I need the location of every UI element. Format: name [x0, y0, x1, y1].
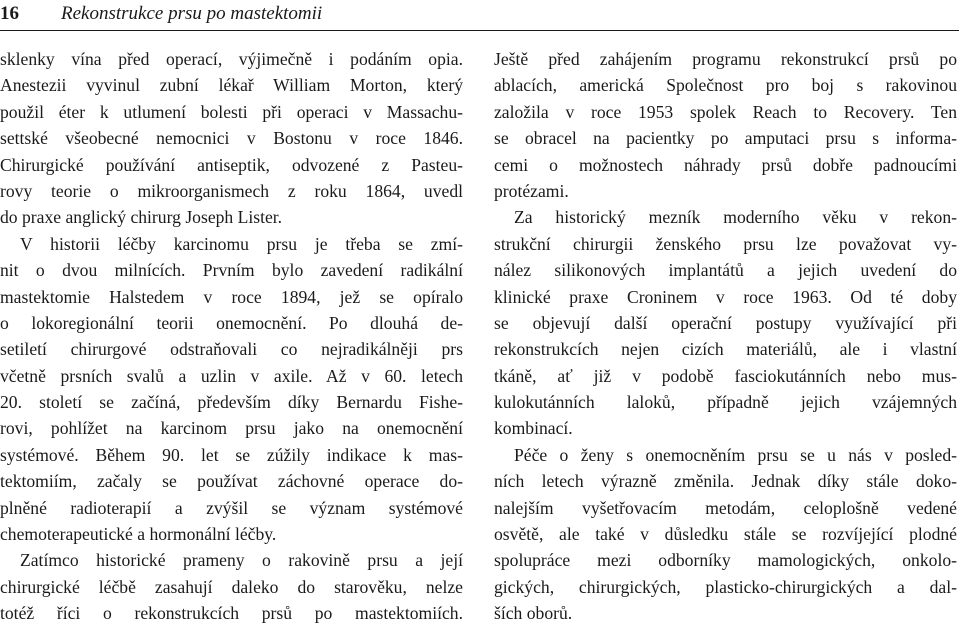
text-line: sklenky vína před operací, výjimečně i podáním opia. [0, 49, 463, 69]
text-line: osvětě, ale také v důsledku stále se rozvíjející plodné [494, 524, 957, 545]
right-column [494, 46, 957, 627]
text-line: klinické praxe Croninem v roce 1963. Od té doby [494, 286, 957, 307]
page-header [0, 0, 959, 30]
text-line: Anestezii vyvinul zubní lékař William Morton, který [0, 75, 463, 96]
text-line: rekonstrukcích nejen cizích materiálů, ale i vlastní [494, 339, 957, 360]
text-line: settské všeobecné nemocnici v Bostonu v roce 1846. [0, 128, 463, 149]
text-line: rovi, pohlížet na karcinom prsu jako na onemocnění [0, 418, 463, 439]
text-line: chemoterapeutické a hormonální léčby. [0, 524, 277, 545]
text-line: založila v roce 1953 spolek Reach to Recovery. Ten [494, 101, 957, 122]
text-line: tkáně, ať již v podobě fasciokutánních nebo mus- [494, 365, 957, 386]
page-number: 16 [0, 3, 19, 24]
text-line: 20. století se začíná, především díky Bernardu Fishe- [0, 392, 463, 413]
text-line: protézami. [494, 180, 569, 201]
text-line: mastektomie Halstedem v roce 1894, jež se opíralo [0, 286, 463, 307]
text-line: plněné radioterapií a zvýšil se význam systémové [0, 497, 463, 518]
text-line: setiletí chirurgové odstraňovali co nejradikálněji prs [0, 339, 463, 360]
text-line: systémové. Během 90. let se zúžily indikace k mas- [0, 444, 463, 465]
text-line: ablacích, americká Společnost pro boj s rakovinou [494, 75, 957, 96]
text-line: Za historický mezník moderního věku v rekon- [514, 207, 957, 228]
text-line: se objevují další operační postupy využívající při [494, 312, 957, 333]
text-line: gických, chirurgických, plasticko-chirurgických a dal- [494, 576, 957, 597]
text-line: Chirurgické používání antiseptik, odvozené z Pasteu- [0, 154, 463, 175]
text-line: totéž říci o rekonstrukcích prsů po mastektomiích. [0, 603, 463, 624]
text-line: strukční chirurgii ženského prsu lze považovat vy- [494, 233, 957, 254]
text-line: V historii léčby karcinomu prsu je třeba se zmí- [20, 233, 463, 254]
text-line: včetně prsních svalů a uzlin v axile. Až v 60. letech [0, 365, 463, 386]
text-line: Ještě před zahájením programu rekonstrukcí prsů po [494, 49, 957, 69]
text-line: kulokutánních laloků, případně jejich vzájemných [494, 392, 957, 413]
header-rule [0, 30, 959, 31]
running-title: Rekonstrukce prsu po mastektomii [61, 3, 323, 24]
text-line: ních letech výrazně změnila. Jednak díky stále doko- [494, 471, 957, 492]
text-line: Zatímco historické prameny o rakovině prsu a její [20, 550, 463, 571]
text-line: tektomiím, začaly se používat záchovné operace do- [0, 471, 463, 492]
text-line: spolupráce mezi odborníky mamologických, onkolo- [494, 550, 957, 571]
left-column [0, 46, 463, 627]
text-line: kombinací. [494, 418, 573, 439]
text-line: se obracel na pacientky po amputaci prsu s informa- [494, 128, 957, 149]
text-line: použil éter k utlumení bolesti při operaci v Massachu- [0, 101, 463, 122]
text-line: chirurgické léčbě zasahují daleko do starověku, nelze [0, 576, 463, 597]
text-line: do praxe anglický chirurg Joseph Lister. [0, 207, 283, 228]
text-line: nález silikonových implantátů a jejich uvedení do [494, 260, 957, 281]
text-line: nalejším vyšetřovacím metodám, celoplošně vedené [494, 497, 957, 518]
text-line: nit o dvou milnících. Prvním bylo zavedení radikální [0, 260, 463, 281]
text-line: rovy teorie o mikroorganismech z roku 1864, uvedl [0, 180, 463, 201]
text-line: o lokoregionální teorii onemocnění. Po dlouhá de- [0, 312, 463, 333]
text-line: cemi o možnostech náhrady prsů dobře padnoucími [494, 154, 957, 175]
text-line: Péče o ženy s onemocněním prsu se u nás v posled- [514, 444, 957, 465]
text-line: ších oborů. [494, 603, 573, 624]
